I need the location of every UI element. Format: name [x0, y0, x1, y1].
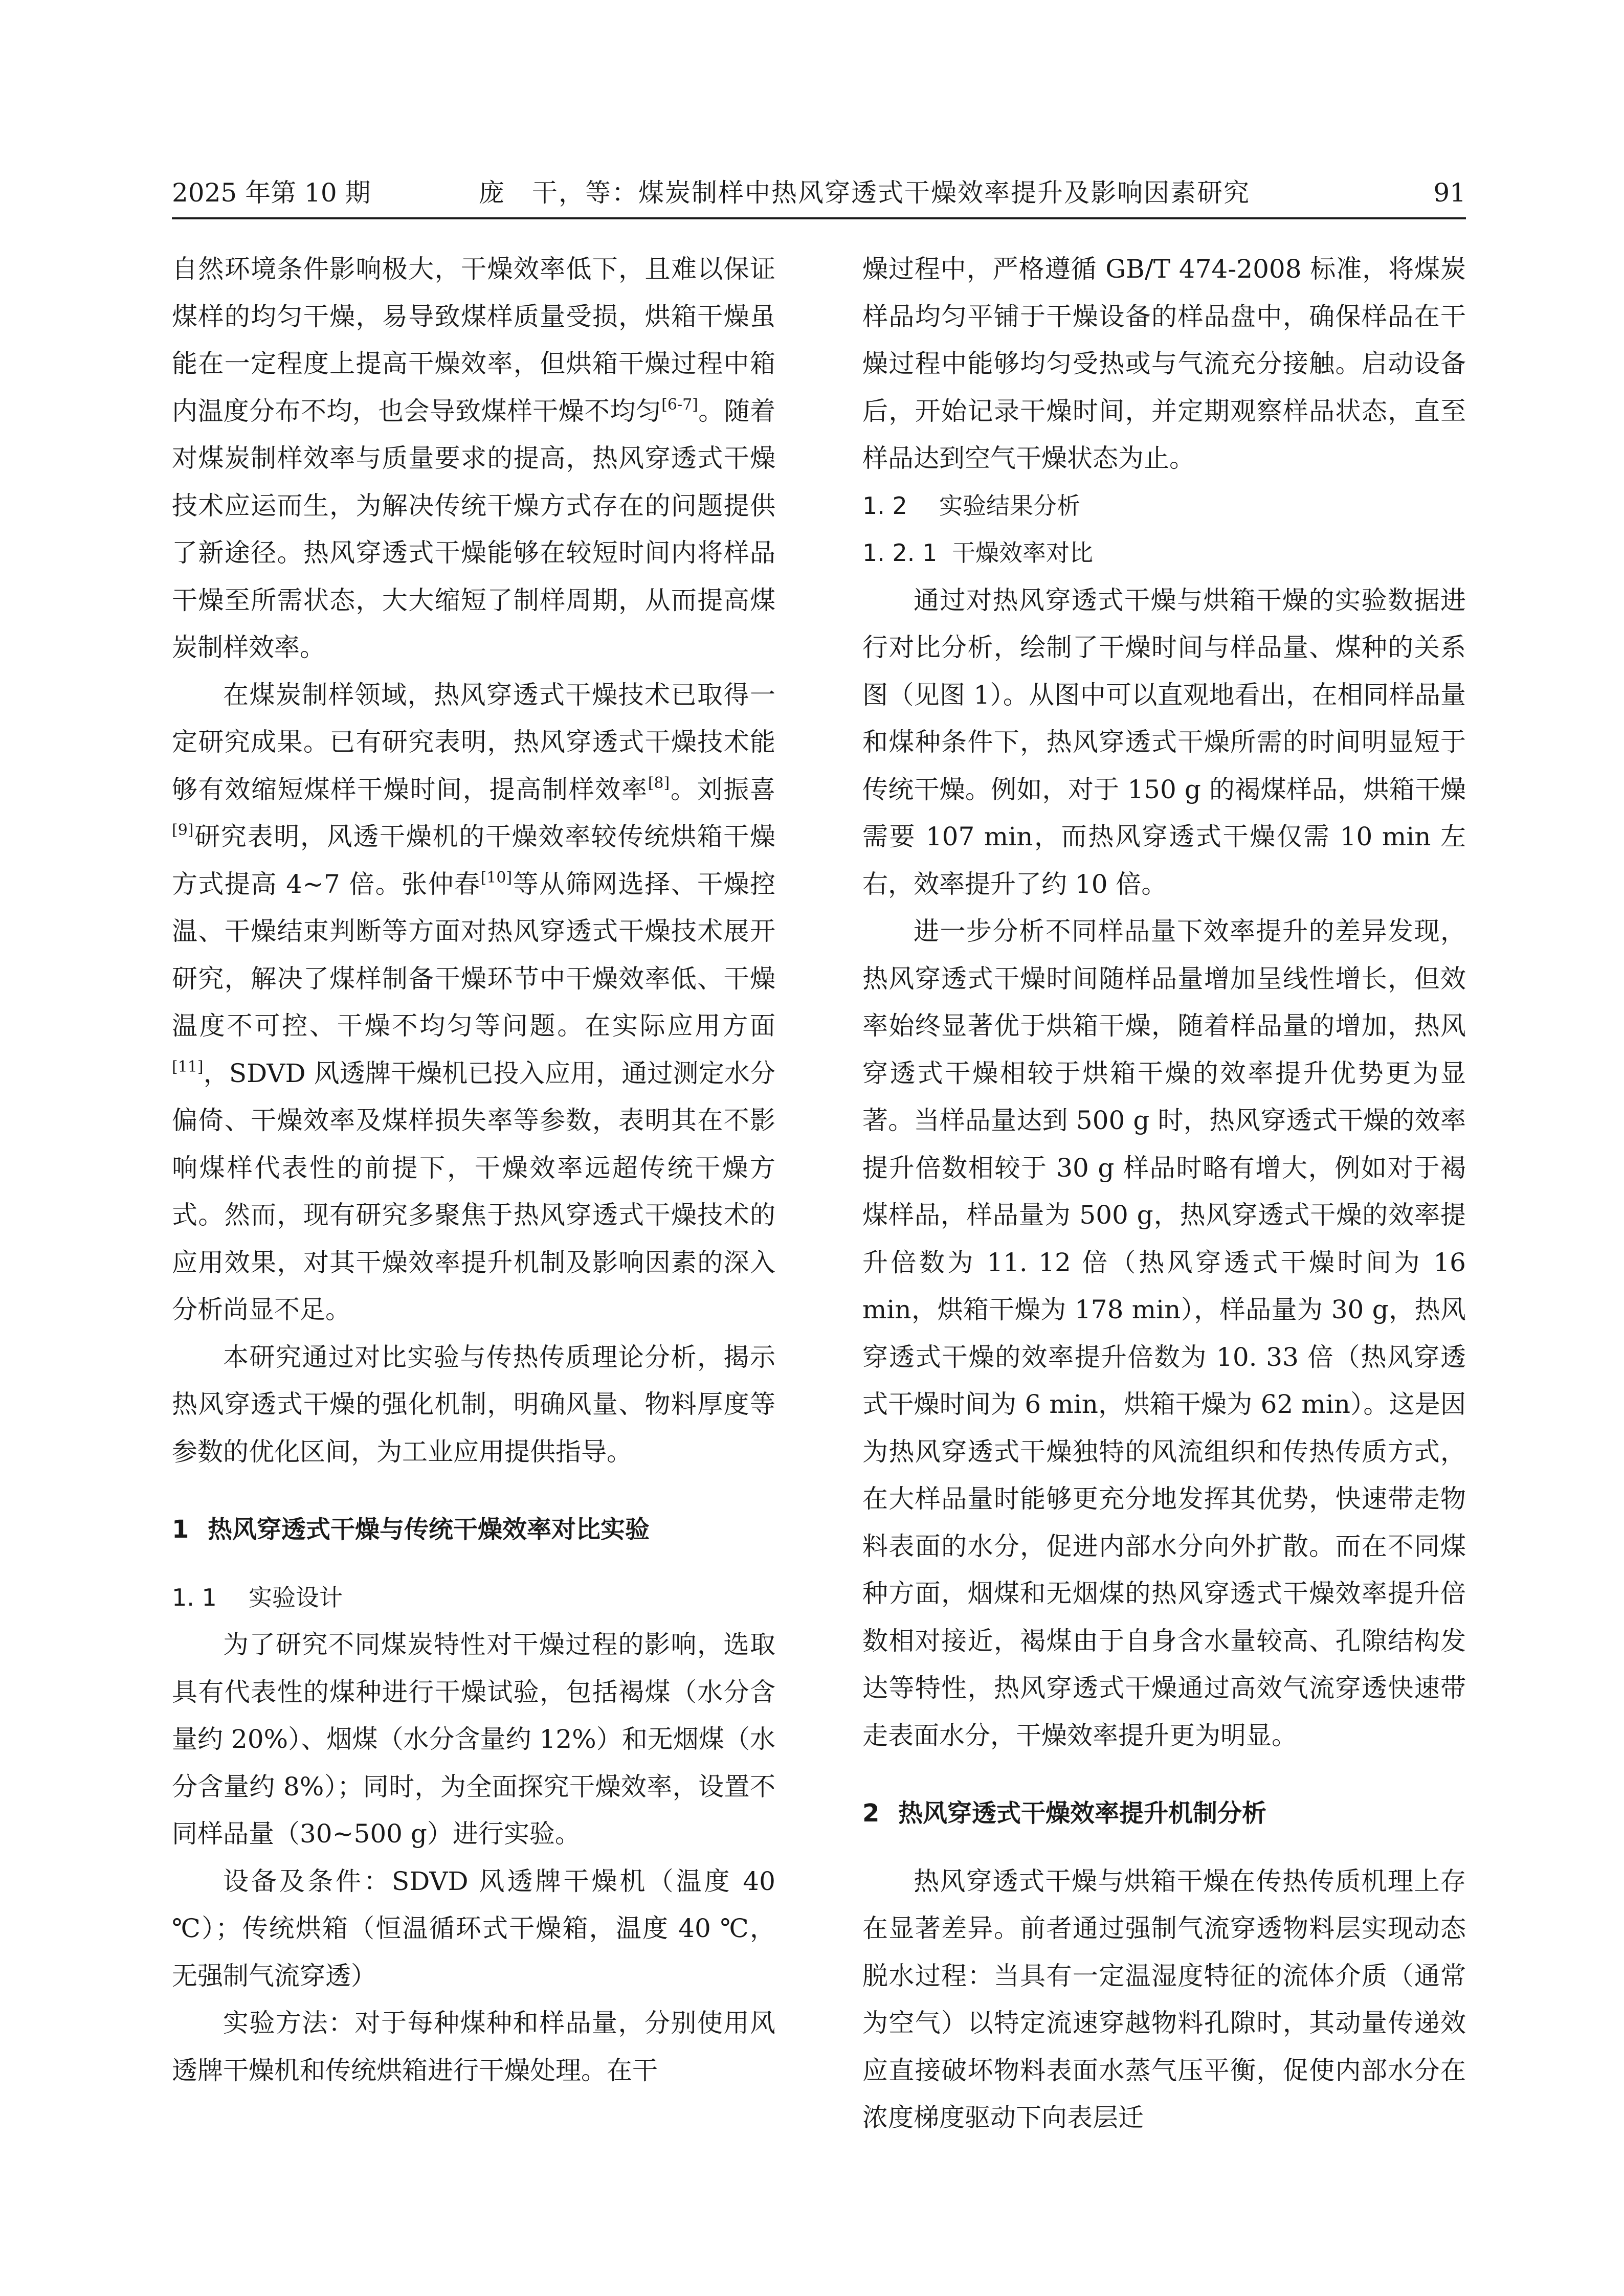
citation-ref[interactable]: [6-7] [661, 395, 698, 414]
paragraph-equipment: 设备及条件：SDVD 风透牌干燥机（温度 40 ℃）；传统烘箱（恒温循环式干燥箱，温度 40 ℃，无强制气流穿透） [172, 1866, 775, 1991]
citation-ref[interactable]: [10] [480, 868, 513, 887]
paragraph-mechanism: 热风穿透式干燥与烘箱干燥在传热传质机理上存在显著差异。前者通过强制气流穿透物料层实现动态脱水过程：当具有一定温湿度特征的流体介质（通常为空气）以特定流速穿越物料孔隙时，其动量传递效应直接破坏物料表面水蒸气压平衡，促使内部水分在浓度梯度驱动下向表层迁 [862, 1866, 1466, 2132]
citation-ref[interactable]: [9] [172, 821, 194, 839]
paragraph-design: 为了研究不同煤炭特性对干燥过程的影响，选取具有代表性的煤种进行干燥试验，包括褐煤（水分含量约 20%）、烟煤（水分含量约 12%）和无烟煤（水分含量约 8%）；同时，为全面探究干燥效率，设置不同样品量（30~500 g）进行实验。 [172, 1630, 775, 1849]
section-heading-1: 1 热风穿透式干燥与传统干燥效率对比实验 [172, 1515, 650, 1544]
journal-issue: 2025 年第 10 期 [172, 178, 371, 208]
paragraph-aim: 本研究通过对比实验与传热传质理论分析，揭示热风穿透式干燥的强化机制，明确风量、物料厚度等参数的优化区间，为工业应用提供指导。 [172, 1342, 775, 1467]
header-rule [172, 217, 1466, 219]
paragraph-related-work: 在煤炭制样领域，热风穿透式干燥技术已取得一定研究成果。已有研究表明，热风穿透式干燥技术能够有效缩短煤样干燥时间，提高制样效率[8]。刘振喜[9]研究表明，风透干燥机的干燥效率较传统烘箱干燥方式提高 4~7 倍。张仲春[10]等从筛网选择、干燥控温、干燥结束判断等方面对热风穿透式干燥技术展开研究，解决了煤样制备干燥环节中干燥效率低、干燥温度不可控、干燥不均匀等问题。在实际应用方面[11]，SDVD 风透牌干燥机已投入应用，通过测定水分偏倚、干燥效率及煤样损失率等参数，表明其在不影响煤样代表性的前提下，干燥效率远超传统干燥方式。然而，现有研究多聚焦于热风穿透式干燥技术的应用效果，对其干燥效率提升机制及影响因素的深入分析尚显不足。 [172, 680, 776, 1324]
paragraph-method: 实验方法：对于每种煤种和样品量，分别使用风透牌干燥机和传统烘箱进行干燥处理。在干 [172, 2008, 775, 2085]
paragraph-comparison: 通过对热风穿透式干燥与烘箱干燥的实验数据进行对比分析，绘制了干燥时间与样品量、煤种的关系图（见图 1）。从图中可以直观地看出，在相同样品量和煤种条件下，热风穿透式干燥所需的时间明显短于传统干燥。例如，对于 150 g 的褐煤样品，烘箱干燥需要 107 min，而热风穿透式干燥仅需 10 min 左右，效率提升了约 10 倍。 [862, 585, 1466, 899]
section-heading-2: 2 热风穿透式干燥效率提升机制分析 [862, 1799, 1267, 1828]
paragraph-continued: 燥过程中，严格遵循 GB/T 474-2008 标准，将煤炭样品均匀平铺于干燥设备的样品盘中，确保样品在干燥过程中能够均匀受热或与气流充分接触。启动设备后，开始记录干燥时间，并定期观察样品状态，直至样品达到空气干燥状态为止。 [862, 254, 1466, 473]
page-header [172, 170, 1466, 216]
paragraph-analysis: 进一步分析不同样品量下效率提升的差异发现，热风穿透式干燥时间随样品量增加呈线性增长，但效率始终显著优于烘箱干燥，随着样品量的增加，热风穿透式干燥相较于烘箱干燥的效率提升优势更为显著。当样品量达到 500 g 时，热风穿透式干燥的效率提升倍数相较于 30 g 样品时略有增大，例如对于褐煤样品，样品量为 500 g，热风穿透式干燥的效率提升倍数为 11. 12 倍（热风穿透式干燥时间为 16 min，烘箱干燥为 178 min），样品量为 30 g，热风穿透式干燥的效率提升倍数为 10. 33 倍（热风穿透式干燥时间为 6 min，烘箱干燥为 62 min）。这是因为热风穿透式干燥独特的风流组织和传热传质方式，在大样品量时能够更充分地发挥其优势，快速带走物料表面的水分，促进内部水分向外扩散。而在不同煤种方面，烟煤和无烟煤的热风穿透式干燥效率提升倍数相对接近，褐煤由于自身含水量较高、孔隙结构发达等特性，热风穿透式干燥通过高效气流穿透快速带走表面水分，干燥效率提升更为明显。 [862, 916, 1466, 1750]
paragraph-continued: 自然环境条件影响极大，干燥效率低下，且难以保证煤样的均匀干燥，易导致煤样质量受损，烘箱干燥虽能在一定程度上提高干燥效率，但烘箱干燥过程中箱内温度分布不均，也会导致煤样干燥不均匀[6-7]。随着对煤炭制样效率与质量要求的提高，热风穿透式干燥技术应运而生，为解决传统干燥方式存在的问题提供了新途径。热风穿透式干燥能够在较短时间内将样品干燥至所需状态，大大缩短了制样周期，从而提高煤炭制样效率。 [172, 254, 776, 662]
left-column [172, 245, 775, 2094]
running-title: 庞 干，等：煤炭制样中热风穿透式干燥效率提升及影响因素研究 [479, 178, 1250, 208]
subsection-heading-1-2: 1. 2 实验结果分析 [862, 491, 1080, 520]
citation-ref[interactable]: [8] [648, 774, 670, 792]
right-column [862, 245, 1466, 2142]
citation-ref[interactable]: [11] [172, 1057, 204, 1076]
page-number: 91 [1433, 178, 1466, 208]
subsection-heading-1-1: 1. 1 实验设计 [172, 1583, 343, 1611]
subsection-heading-1-2-1: 1. 2. 1 干燥效率对比 [862, 539, 1093, 567]
